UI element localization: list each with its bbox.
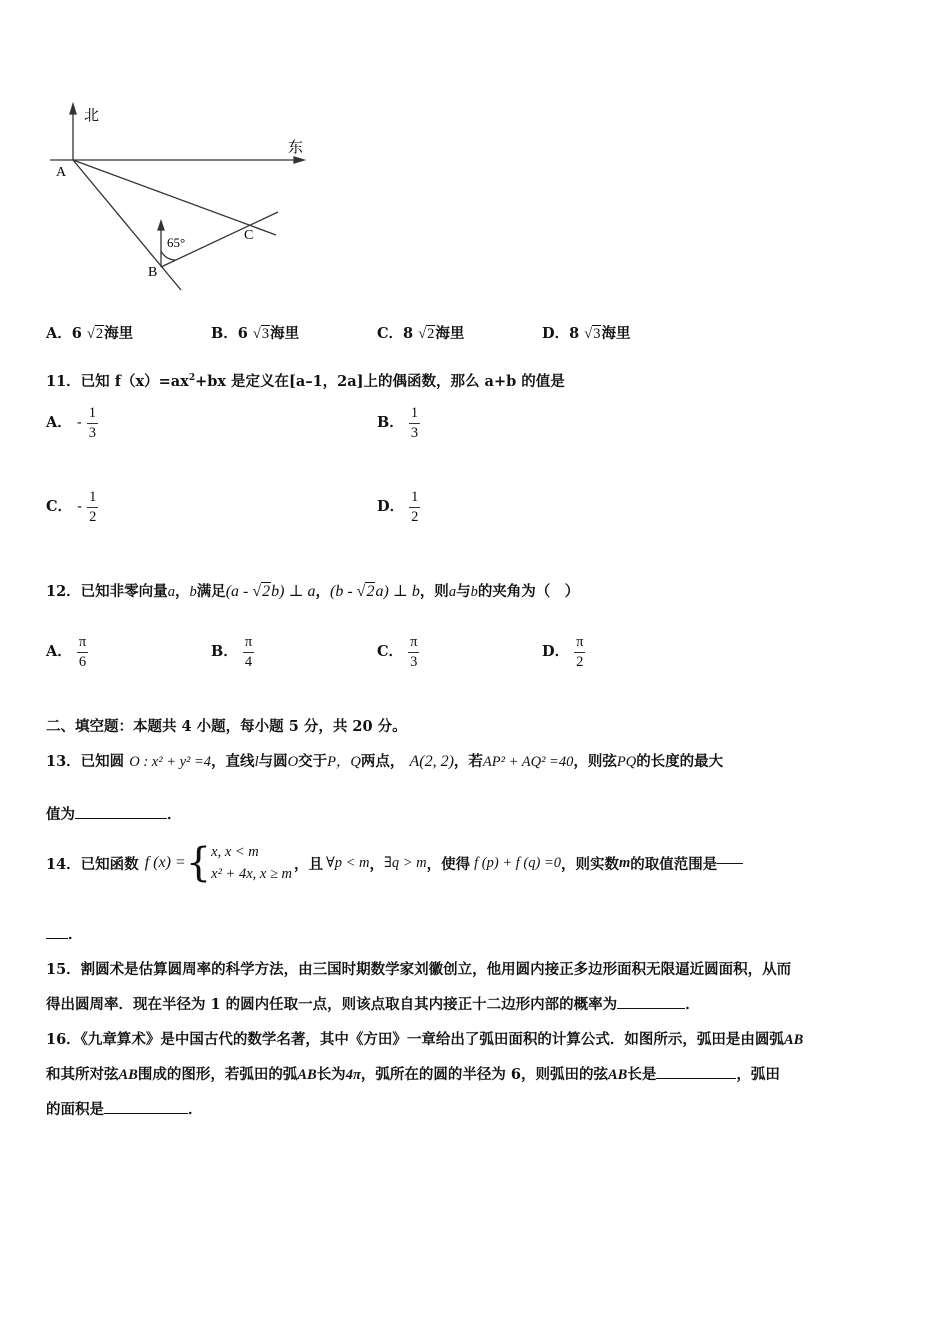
q11-option-c: C． - $\frac{1}{2}$ xyxy=(46,489,97,525)
q13-line2: 值为 ． xyxy=(46,806,182,823)
north-label: 北 xyxy=(84,106,100,124)
q12-stem: 12．已知非零向量a，b满足(a - √2b) ⊥ a，(b - √2a) ⊥ b，则a与b的夹角为（ ） xyxy=(46,583,580,600)
q15-answer-blank[interactable] xyxy=(617,1008,685,1009)
q11-option-d: D． $\frac{1}{2}$ xyxy=(377,489,419,525)
q12-option-b: B． $\frac{\pi}{4}$ xyxy=(211,634,253,670)
navigation-diagram xyxy=(40,100,310,295)
q10-option-a: A．6 √2海里 xyxy=(46,325,134,342)
q12-option-d: D． $\frac{\pi}{2}$ xyxy=(542,634,584,670)
q14-line2: ． xyxy=(46,923,83,944)
angle-arc xyxy=(161,251,175,260)
point-b-label: B xyxy=(148,265,158,280)
q13-answer-blank[interactable] xyxy=(75,818,167,819)
q11-option-a: A． - $\frac{1}{3}$ xyxy=(46,405,97,441)
q10-option-b: B．6 √3海里 xyxy=(211,325,300,342)
q11-stem: 11．已知 $f(x)=ax^2+bx$ 是定义在[a–1，2a]上的偶函数，那么 a+b 的值是 xyxy=(46,373,565,390)
q14-stem: 14．已知函数 f (x) = { x, x < m x² + 4x, x ≥ m ，且 ∀p < m ， ∃q > m ，使得 f (p) + f (q) =0 ，则实数 m 的取值范围是 xyxy=(46,838,743,888)
q14-answer-blank-b[interactable] xyxy=(46,938,68,939)
q11-option-b: B． $\frac{1}{3}$ xyxy=(377,405,419,441)
brace-icon: { xyxy=(185,840,212,886)
q12-option-c: C． $\frac{\pi}{3}$ xyxy=(377,634,418,670)
q12-option-a: A． $\frac{\pi}{6}$ xyxy=(46,634,87,670)
q16-area-blank[interactable] xyxy=(104,1113,188,1114)
b-north-arrow-icon xyxy=(158,221,164,230)
q15-line2: 得出圆周率．现在半径为 1 的圆内任取一点，则该点取自其内接正十二边形内部的概率为 ． xyxy=(46,996,700,1013)
q16-line1: 16．《九章算术》是中国古代的数学名著，其中《方田》一章给出了弧田面积的计算公式．如图所示，弧田是由圆弧AB xyxy=(46,1031,804,1048)
q13-stem: 13．已知圆 O : x² + y² =4，直线l与圆O交于P，Q两点， A(2, 2)，若AP² + AQ² =40，则弦PQ的长度的最大 xyxy=(46,753,724,770)
q16-line3: 的面积是 ． xyxy=(46,1101,203,1118)
q16-line2: 和其所对弦AB围成的图形，若弧田的弧AB长为4π，弧所在的圆的半径为 6，则弧田的弦AB长是 ，弧田 xyxy=(46,1066,780,1083)
east-arrow-icon xyxy=(294,157,304,163)
q10-option-c: C．8 √2海里 xyxy=(377,325,465,342)
q14-answer-blank-a[interactable] xyxy=(717,863,743,864)
east-label: 东 xyxy=(288,138,304,156)
q16-chord-blank[interactable] xyxy=(656,1078,736,1079)
point-a-label: A xyxy=(56,165,67,180)
angle-label: 65° xyxy=(167,235,186,250)
q10-option-d: D．8 √3海里 xyxy=(542,325,631,342)
point-c-label: C xyxy=(244,228,254,243)
q15-line1: 15．割圆术是估算圆周率的科学方法，由三国时期数学家刘徽创立，他用圆内接正多边形面积无限逼近圆面积，从而 xyxy=(46,961,792,978)
section-heading: 二、填空题：本题共 4 小题，每小题 5 分，共 20 分。 xyxy=(46,718,407,735)
north-arrow-icon xyxy=(70,104,76,114)
